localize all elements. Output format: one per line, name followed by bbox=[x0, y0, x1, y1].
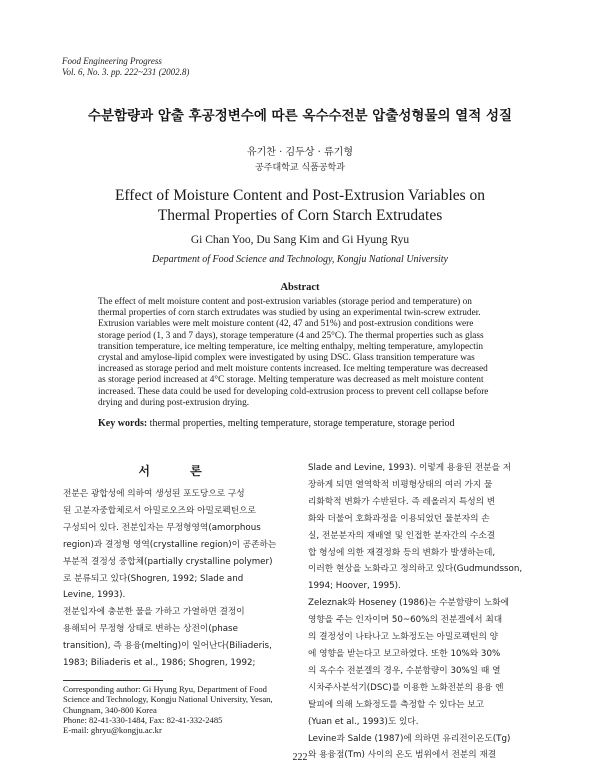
body-text-line: 로 분류되고 있다(Shogren, 1992; Slade and bbox=[63, 573, 244, 584]
abstract-line: thermal properties of corn starch extrudates was studied by using an experimental twin-screw extruder. bbox=[98, 308, 481, 319]
correspondence-footnote bbox=[63, 684, 303, 735]
abstract-line: increased. These data could be used for developing cold-extrusion process to prevent cell collapse before bbox=[98, 386, 489, 397]
keywords bbox=[98, 418, 518, 429]
body-text-line: 탈피에 의해 노화정도를 측정할 수 있다는 보고 bbox=[308, 699, 485, 710]
body-text-line: Levine과 Salde (1987)에 의하면 유리전이온도(Tg) bbox=[308, 733, 511, 744]
korean-affiliation: 공주대학교 식품공학과 bbox=[255, 163, 345, 173]
abstract-line: drying and during post-extrusion drying. bbox=[98, 397, 250, 408]
english-title-line-2: Thermal Properties of Corn Starch Extrudates bbox=[157, 207, 443, 224]
body-text-line: Zeleznak와 Hoseney (1986)는 수분함량이 노화에 bbox=[308, 598, 510, 609]
body-text-line: 리화학적 변화가 수반된다. 즉 레올러지 특성의 변 bbox=[308, 496, 496, 507]
correspondence-line: Chungnam, 340-800 Korea bbox=[63, 704, 157, 715]
english-affiliation: Department of Food Science and Technology, Kongju National University bbox=[152, 254, 448, 265]
body-text-line: 1983; Biliaderis et al., 1986; Shogren, 1992; bbox=[63, 658, 256, 669]
body-text-line: (Yuan et al., 1993)도 있다. bbox=[308, 716, 419, 727]
body-text-line: 합 형성에 의한 재결정화 등의 변화가 발생하는데, bbox=[308, 547, 496, 558]
body-left-column bbox=[63, 460, 295, 672]
abstract-heading: Abstract bbox=[280, 282, 320, 293]
body-text-line: transition), 즉 용융(melting)이 일어난다(Biliaderis, bbox=[63, 641, 272, 652]
english-title bbox=[0, 186, 600, 226]
abstract-line: crystal and amylose-lipid complex were investigated by using DSC. Glass transition temperature was bbox=[98, 353, 475, 364]
journal-volume: Vol. 6, No. 3. pp. 222~231 (2002.8) bbox=[62, 67, 190, 77]
body-text-line: 화와 더불어 호화과정을 이용되었던 물분자의 손 bbox=[308, 513, 490, 524]
abstract-body bbox=[98, 297, 510, 409]
body-text-line: 의 결정성이 나타나고 노화정도는 아밀로펙틴의 양 bbox=[308, 632, 499, 643]
body-text-line: 전분입자에 충분한 물을 가하고 가열하면 결정이 bbox=[63, 607, 245, 618]
correspondence-line: E-mail: ghryu@kongju.ac.kr bbox=[63, 725, 162, 736]
body-text-line: 영향을 주는 인자이며 50~60%의 전분겔에서 최대 bbox=[308, 615, 503, 626]
body-right-column bbox=[308, 460, 540, 764]
abstract-line: increased as storage period and melt moisture contents increased. Ice melting temperature was decreased bbox=[98, 364, 488, 375]
body-text-line: 시차주사분석기(DSC)를 이용한 노화전분의 용융 엔 bbox=[308, 682, 504, 693]
keywords-text: thermal properties, melting temperature, storage temperature, storage period bbox=[147, 418, 455, 429]
abstract-line: Extrusion variables were melt moisture content (42, 47 and 51%) and post-extrusion conditions were bbox=[98, 319, 474, 330]
page-number: 222 bbox=[292, 752, 308, 763]
english-title-line-1: Effect of Moisture Content and Post-Extrusion Variables on bbox=[114, 187, 486, 204]
abstract-line: storage period (1, 3 and 7 days), storage temperature (4 and 25°C). The thermal properties such as glass bbox=[98, 330, 484, 341]
body-text-line: 된 고분자중합체로서 아밀로오즈와 아밀로펙틴으로 bbox=[63, 505, 256, 516]
body-text-line: 구성되어 있다. 전분입자는 무정형영역(amorphous bbox=[63, 522, 261, 533]
footnote-divider bbox=[63, 680, 163, 681]
body-text-line: 1994; Hoover, 1995). bbox=[308, 581, 401, 592]
body-text-line: Slade and Levine, 1993). 이렇게 용융된 전분을 저 bbox=[308, 463, 512, 473]
body-text-line: 전분은 광합성에 의하여 생성된 포도당으로 구성 bbox=[63, 489, 245, 499]
body-text-line: 실, 전분분자의 재배열 및 인접한 분자간의 수소결 bbox=[308, 530, 496, 541]
correspondence-line: Science and Technology, Kongju National University, Yesan, bbox=[63, 694, 273, 705]
keywords-label: Key words: bbox=[98, 418, 148, 429]
english-authors: Gi Chan Yoo, Du Sang Kim and Gi Hyung Ryu bbox=[190, 234, 410, 246]
body-text-line: 부분적 결정성 중합체(partially crystalline polymer) bbox=[63, 556, 273, 567]
journal-header bbox=[62, 56, 189, 78]
korean-title: 수분함량과 압출 후공정변수에 따른 옥수수전분 압출성형물의 열적 성질 bbox=[87, 108, 513, 124]
body-text-line: 의 옥수수 전분겔의 경우, 수분함량이 30%일 때 열 bbox=[308, 665, 501, 676]
correspondence-line: Corresponding author: Gi Hyung Ryu, Department of Food bbox=[63, 684, 267, 694]
correspondence-line: Phone: 82-41-330-1484, Fax: 82-41-332-2485 bbox=[63, 714, 223, 725]
abstract-line: as storage period increased at 4°C storage. Melting temperature was decreased as melt moisture content bbox=[98, 375, 484, 386]
korean-authors: 유기찬 · 김두상 · 류기형 bbox=[246, 147, 353, 158]
body-text-line: 장하게 되면 열역학적 비평형상태의 여러 가지 물 bbox=[308, 479, 493, 490]
body-text-line: 와 용융점(Tm) 사이의 온도 범위에서 전분의 재결 bbox=[308, 750, 497, 761]
journal-name: Food Engineering Progress bbox=[62, 56, 162, 66]
abstract-line: The effect of melt moisture content and post-extrusion variables (storage period and temperature) on bbox=[98, 297, 472, 307]
body-text-line: 이러한 현상을 노화라고 정의하고 있다(Gudmundsson, bbox=[308, 564, 523, 575]
body-text-line: 용해되어 무정형 상태로 변하는 상전이(phase bbox=[63, 624, 238, 635]
body-text-line: region)과 결정형 영역(crystalline region)이 공존하는 bbox=[63, 539, 277, 550]
body-text-line: Levine, 1993). bbox=[63, 590, 126, 601]
body-text-line: 에 영향을 받는다고 보고하였다. 또한 10%와 30% bbox=[308, 648, 501, 659]
abstract-line: transition temperature, ice melting temperature, ice melting enthalpy, melting temperature, amylopectin bbox=[98, 341, 484, 352]
section-heading-introduction: 서 론 bbox=[138, 464, 220, 478]
